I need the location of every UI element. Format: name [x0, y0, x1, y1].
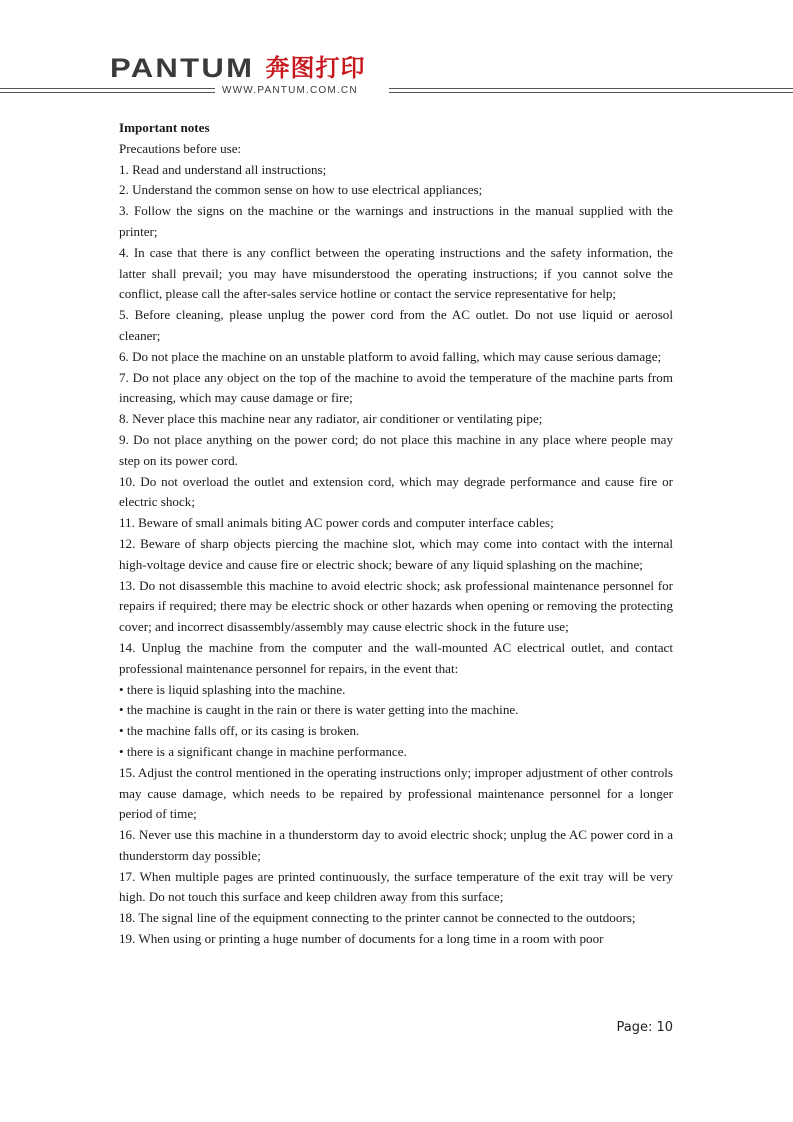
document-body [119, 118, 673, 950]
note-item: 2. Understand the common sense on how to use electrical appliances; [119, 182, 483, 198]
pantum-logo [110, 52, 365, 84]
bullet-item: • the machine is caught in the rain or there is water getting into the machine. [119, 702, 519, 718]
note-item: 15. Adjust the control mentioned in the operating instructions only; improper adjustment of other controls may cause damage, which needs to be repaired by professional maintenance personnel for a longer period of time; [119, 764, 673, 822]
bullet-item: • there is a significant change in machine performance. [119, 743, 407, 759]
header-rule-right [389, 88, 793, 93]
note-item: 4. In case that there is any conflict between the operating instructions and the safety information, the latter shall prevail; you may have misunderstood the operating instructions; if you cannot solve the conflict, please call the after-sales service hotline or contact the service representative for help; [119, 244, 673, 302]
intro-line: Precautions before use: [119, 140, 242, 156]
note-item: 13. Do not disassemble this machine to avoid electric shock; ask professional maintenance personnel for repairs if required; there may be electric shock or other hazards when opening or removing the protecting cover; and incorrect disassembly/assembly may cause electric shock in the future use; [119, 577, 673, 635]
header-rule-left [0, 88, 215, 93]
note-item: 18. The signal line of the equipment connecting to the printer cannot be connected to the outdoors; [119, 910, 636, 926]
note-item: 9. Do not place anything on the power cord; do not place this machine in any place where people may step on its power cord. [119, 431, 673, 468]
note-item: 14. Unplug the machine from the computer and the wall-mounted AC electrical outlet, and contact professional maintenance personnel for repairs, in the event that: [119, 639, 673, 676]
brand-name-chinese: 奔图打印 [265, 54, 366, 82]
note-item: 17. When multiple pages are printed continuously, the surface temperature of the exit tray will be very high. Do not touch this surface and keep children away from this surface; [119, 868, 673, 905]
note-item: 6. Do not place the machine on an unstable platform to avoid falling, which may cause serious damage; [119, 348, 662, 364]
section-heading: Important notes [119, 120, 210, 135]
note-item: 1. Read and understand all instructions; [119, 161, 327, 177]
brand-name-latin: PANTUM [110, 53, 255, 83]
page-number: Page: 10 [616, 1020, 673, 1035]
bullet-item: • there is liquid splashing into the machine. [119, 681, 346, 697]
note-item: 7. Do not place any object on the top of the machine to avoid the temperature of the machine parts from increasing, which may cause damage or fire; [119, 369, 673, 406]
note-item: 8. Never place this machine near any radiator, air conditioner or ventilating pipe; [119, 411, 543, 427]
note-item: 11. Beware of small animals biting AC power cords and computer interface cables; [119, 515, 554, 531]
note-item: 10. Do not overload the outlet and extension cord, which may degrade performance and cause fire or electric shock; [119, 473, 673, 510]
note-item: 19. When using or printing a huge number of documents for a long time in a room with poor [119, 931, 604, 947]
note-item: 3. Follow the signs on the machine or the warnings and instructions in the manual supplied with the printer; [119, 203, 673, 239]
note-item: 5. Before cleaning, please unplug the power cord from the AC outlet. Do not use liquid or aerosol cleaner; [119, 307, 673, 343]
bullet-item: • the machine falls off, or its casing is broken. [119, 723, 360, 739]
note-item: 12. Beware of sharp objects piercing the machine slot, which may come into contact with the internal high-voltage device and cause fire or electric shock; beware of any liquid splashing on the machine; [119, 535, 673, 572]
website-url: WWW.PANTUM.COM.CN [222, 85, 358, 96]
header-rule [0, 85, 793, 99]
page-header [0, 0, 793, 100]
note-item: 16. Never use this machine in a thunderstorm day to avoid electric shock; unplug the AC power cord in a thunderstorm day possible; [119, 827, 673, 863]
